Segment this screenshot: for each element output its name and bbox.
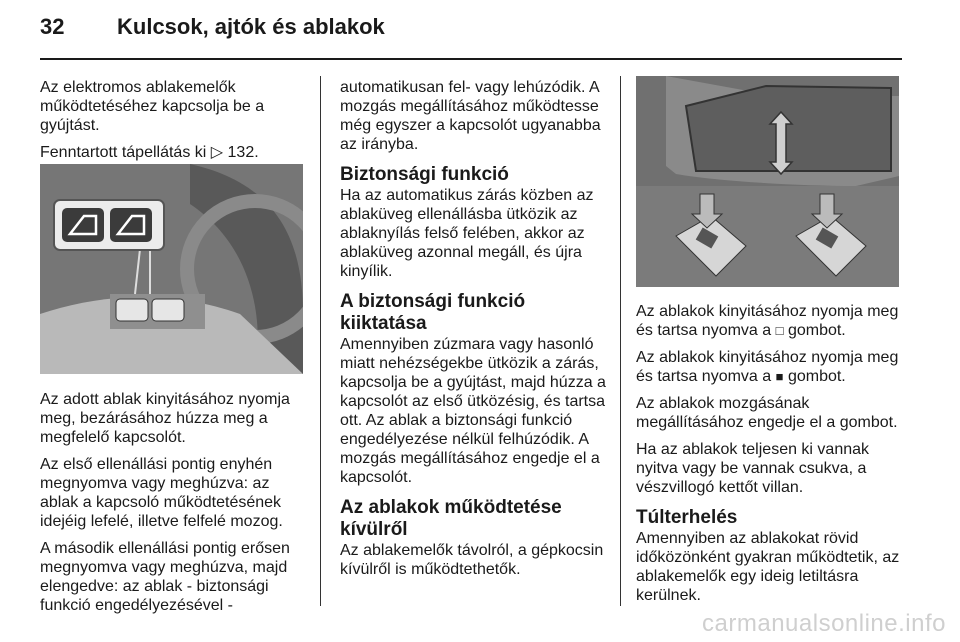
- page-number: 32: [40, 14, 65, 39]
- section-heading: Túlterhelés: [636, 507, 738, 528]
- section-heading: Az ablakok működtetése kívülről: [340, 497, 562, 540]
- reference-text: Fenntartott tápellátás ki: [40, 144, 207, 161]
- reference-arrow-icon: ▷: [210, 144, 224, 161]
- lock-button-icon: ■: [775, 369, 784, 384]
- column-1: [40, 78, 310, 170]
- column-divider: [620, 76, 621, 606]
- paragraph: A második ellenállási pontig erősen megnyomva vagy meghúzva, majd elengedve: az ablak - biztonsági funkció engedélyezésével -: [40, 540, 290, 614]
- paragraph: Amennyiben az ablakokat rövid időközönként gyakran működtetik, az ablakemelők egy ideig letiltásra kerülnek.: [636, 530, 900, 604]
- paragraph: Az adott ablak kinyitásához nyomja meg, bezárásához húzza meg a megfelelő kapcsolót.: [40, 391, 290, 446]
- reference-page-link[interactable]: 132.: [227, 144, 259, 161]
- header-rule: [40, 58, 902, 60]
- paragraph: automatikusan fel- vagy lehúzódik. A mozgás megállításához működtesse még egyszer a kapcsolót ugyanabba az irányba.: [340, 79, 601, 153]
- section-heading: A biztonsági funkció kiiktatása: [340, 291, 526, 334]
- paragraph: Amennyiben zúzmara vagy hasonló miatt nehézségekbe ütközik a zárás, kapcsolja be a gyújtást, majd húzza a kapcsolót az első ütközésig, és tartsa ott. Az ablak a biztonsági funkció engedélyezése nélkül felhúzódik. A mozgás megállításához engedje el a kapcsolót.: [340, 336, 606, 486]
- section-heading: Biztonsági funkció: [340, 164, 509, 185]
- paragraph-text: Az ablakok kinyitásához nyomja meg és tartsa nyomva a: [636, 349, 899, 385]
- column-divider: [320, 76, 321, 606]
- window-switch-illustration: [40, 164, 303, 374]
- column-2: [340, 78, 606, 587]
- paragraph: Az ablakemelők távolról, a gépkocsin kívülről is működtethetők.: [340, 542, 604, 578]
- paragraph: Az ablakok mozgásának megállításához engedje el a gombot.: [636, 395, 898, 431]
- paragraph-text: gombot.: [787, 368, 846, 385]
- remote-key-illustration: [636, 76, 899, 287]
- paragraph: Ha az ablakok teljesen ki vannak nyitva vagy be vannak csukva, a vészvillogó kettőt villan.: [636, 441, 870, 496]
- paragraph: Az elektromos ablakemelők működtetéséhez kapcsolja be a gyújtást.: [40, 79, 265, 134]
- paragraph: Az első ellenállási pontig enyhén megnyomva vagy meghúzva: az ablak a kapcsoló működtetésének idejéig lefelé, illetve felfelé mozog.: [40, 456, 283, 530]
- unlock-button-icon: □: [775, 323, 784, 338]
- column-3: [636, 302, 904, 613]
- paragraph-text: gombot.: [787, 322, 846, 339]
- page-title: Kulcsok, ajtók és ablakok: [117, 14, 385, 39]
- paragraph-lock: [636, 348, 904, 386]
- paragraph-reference: [40, 143, 310, 162]
- column-1-lower: [40, 390, 310, 623]
- paragraph-text: Az ablakok kinyitásához nyomja meg és tartsa nyomva a: [636, 303, 899, 339]
- paragraph-unlock: [636, 302, 904, 340]
- watermark: carmanualsonline.info: [702, 610, 946, 637]
- paragraph: Ha az automatikus zárás közben az ablaküveg ellenállásba ütközik az ablaknyílás felső felében, akkor az ablaküveg azonnal megáll, és újra kinyílik.: [340, 187, 594, 280]
